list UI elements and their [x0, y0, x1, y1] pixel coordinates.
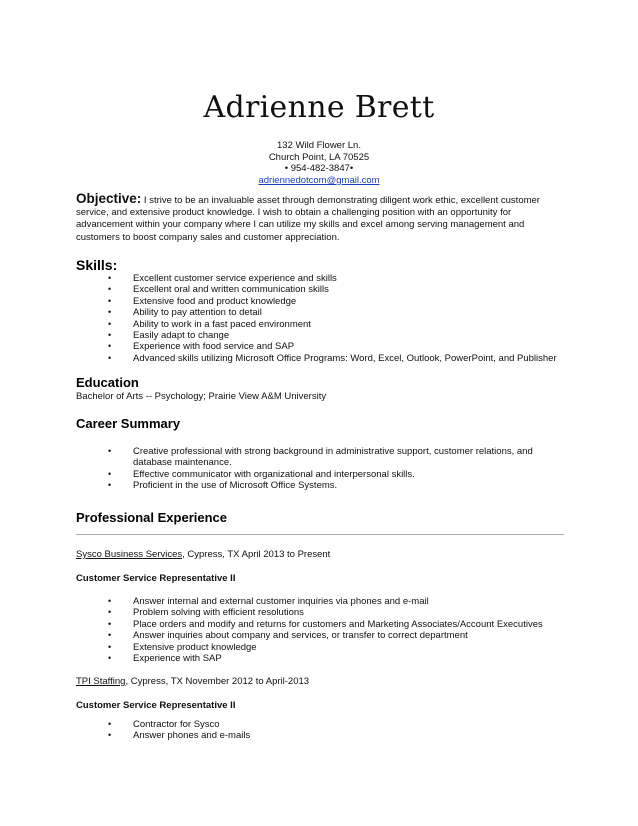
list-item: • Excellent customer service experience and skills: [108, 273, 337, 284]
list-item: • Answer inquiries about company and services, or transfer to correct department: [108, 630, 468, 642]
bullet-icon: •: [108, 719, 112, 729]
section-divider: [76, 534, 564, 535]
bullet-icon: •: [108, 273, 112, 283]
list-item: • Place orders and modify and returns for customers and Marketing Associates/Account Executives: [108, 618, 543, 630]
list-item: • Advanced skills utilizing Microsoft Office Programs: Word, Excel, Outlook, PowerPoint, and Publisher: [108, 352, 557, 364]
job-employer-line: TPI Staffing, Cypress, TX November 2012 to April-2013: [76, 676, 310, 687]
list-item: • Excellent oral and written communication skills: [108, 284, 329, 296]
job-employer-link[interactable]: TPI Staffing: [76, 676, 126, 687]
job-employer-line: Sysco Business Services, Cypress, TX April 2013 to Present: [76, 549, 331, 560]
list-item: • Extensive food and product knowledge: [108, 295, 297, 307]
bullet-icon: •: [108, 284, 112, 295]
job-title: Customer Service Representative II: [76, 700, 236, 711]
contact-phone: • 954-482-3847•: [284, 163, 354, 174]
bullet-icon: •: [108, 730, 112, 741]
bullet-icon: •: [108, 341, 112, 352]
bullet-icon: •: [108, 318, 112, 329]
education-text: Bachelor of Arts -- Psychology; Prairie View A&M University: [76, 391, 327, 402]
list-item: • Ability to pay attention to detail: [108, 307, 262, 319]
contact-email-link[interactable]: adriennedotcom@gmail.com: [258, 175, 380, 186]
education-heading: Education: [76, 375, 139, 390]
list-item: • Ability to work in a fast paced environment: [108, 318, 311, 330]
job-duties-list: [108, 596, 543, 665]
bullet-icon: •: [108, 653, 112, 664]
bullet-icon: •: [108, 618, 112, 629]
list-item: • Extensive product knowledge: [108, 641, 257, 653]
list-item: • Experience with food service and SAP: [108, 341, 295, 353]
bullet-icon: •: [108, 596, 112, 606]
skills-list: [108, 273, 557, 364]
bullet-icon: •: [108, 630, 112, 641]
job-duties-list: [108, 719, 251, 742]
experience-heading: Professional Experience: [76, 510, 228, 525]
list-item: • Easily adapt to change: [108, 330, 230, 342]
career-summary-list: [108, 446, 553, 492]
list-item: • Experience with SAP: [108, 653, 222, 665]
career-summary-heading: Career Summary: [76, 416, 181, 431]
bullet-icon: •: [108, 352, 112, 363]
bullet-icon: •: [108, 446, 112, 456]
list-item: • Problem solving with efficient resolutions: [108, 607, 304, 619]
skills-heading: Skills:: [76, 257, 118, 273]
list-item: • Answer internal and external customer inquiries via phones and e-mail: [108, 596, 429, 607]
bullet-icon: •: [108, 480, 112, 491]
list-item: • Proficient in the use of Microsoft Office Systems.: [108, 480, 338, 492]
contact-city: Church Point, LA 70525: [268, 152, 370, 163]
bullet-icon: •: [108, 641, 112, 652]
bullet-icon: •: [108, 607, 112, 618]
objective-heading: Objective:: [76, 191, 142, 206]
bullet-icon: •: [108, 330, 112, 341]
bullet-icon: •: [108, 295, 112, 306]
objective-text: I strive to be an invaluable asset through demonstrating diligent work ethic, excellent customer service, and extensive product knowledge. I wish to obtain a challenging position with an opportunity for advancement within your company where I can utilize my skills and excel among serving management and customers to boost company sales and customer appreciation.: [76, 195, 540, 243]
list-item: • Contractor for Sysco: [108, 719, 220, 730]
bullet-icon: •: [108, 307, 112, 318]
list-item: • Creative professional with strong background in administrative support, customer relations, and database maintenance.: [108, 446, 533, 469]
job-title: Customer Service Representative II: [76, 573, 236, 584]
contact-email-row: [0, 175, 638, 187]
contact-street: 132 Wild Flower Ln.: [277, 140, 361, 151]
list-item: • Effective communicator with organizational and interpersonal skills.: [108, 468, 415, 480]
job-employer-link[interactable]: Sysco Business Services: [76, 549, 183, 560]
applicant-name: Adrienne Brett: [203, 90, 435, 125]
objective-section: [76, 193, 566, 244]
bullet-icon: •: [108, 468, 112, 479]
list-item: • Answer phones and e-mails: [108, 730, 251, 742]
